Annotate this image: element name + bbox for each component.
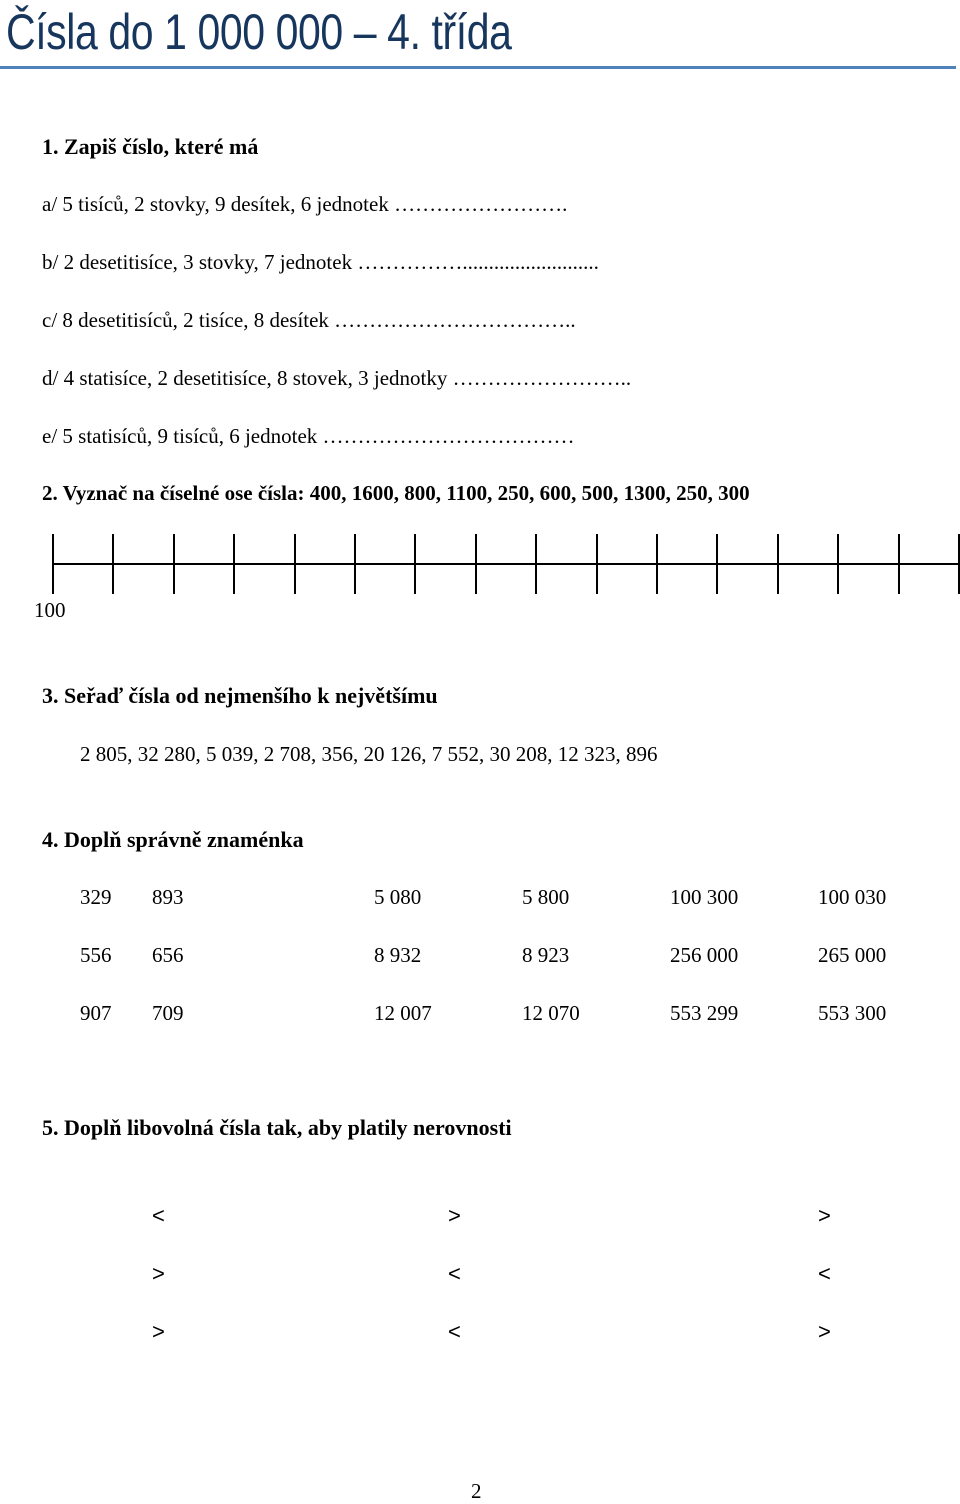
task5-inequality-sign: < <box>448 1261 461 1286</box>
task1-item-c: c/ 8 desetitisíců, 2 tisíce, 8 desítek …………………………….. <box>42 308 576 332</box>
number-line-axis <box>52 563 958 565</box>
task5-inequality-sign: > <box>818 1319 831 1344</box>
page-number: 2 <box>471 1479 482 1503</box>
number-line-tick <box>233 534 235 594</box>
number-line-tick <box>596 534 598 594</box>
task1-heading: 1. Zapiš číslo, které má <box>42 134 259 159</box>
task4-number: 12 070 <box>522 1001 580 1025</box>
number-line-tick <box>837 534 839 594</box>
task4-heading: 4. Doplň správně znaménka <box>42 827 304 852</box>
task5-inequality-sign: > <box>152 1319 165 1344</box>
task4-number: 5 800 <box>522 885 570 909</box>
task5-inequality-sign: < <box>818 1261 831 1286</box>
number-line-tick <box>475 534 477 594</box>
task5-inequality-sign: > <box>448 1203 461 1228</box>
number-line-start-label: 100 <box>34 598 66 622</box>
task3-heading: 3. Seřaď čísla od nejmenšího k největšímu <box>42 683 438 708</box>
number-line-tick <box>716 534 718 594</box>
task5-heading: 5. Doplň libovolná čísla tak, aby platily nerovnosti <box>42 1115 512 1140</box>
number-line-tick <box>898 534 900 594</box>
number-line-tick <box>173 534 175 594</box>
task4-number: 256 000 <box>670 943 739 967</box>
number-line-tick <box>112 534 114 594</box>
task4-number: 12 007 <box>374 1001 432 1025</box>
task5-inequality-sign: > <box>152 1261 165 1286</box>
task4-number: 8 923 <box>522 943 570 967</box>
number-line-tick <box>656 534 658 594</box>
task1-item-d: d/ 4 statisíce, 2 desetitisíce, 8 stovek, 3 jednotky …………………….. <box>42 366 632 390</box>
task4-number: 265 000 <box>818 943 887 967</box>
task2-heading: 2. Vyznač na číselné ose čísla: 400, 1600, 800, 1100, 250, 600, 500, 1300, 250, 300 <box>42 481 750 505</box>
task4-number: 553 300 <box>818 1001 887 1025</box>
task4-number: 329 <box>80 885 112 909</box>
task4-number: 907 <box>80 1001 112 1025</box>
task4-number: 100 030 <box>818 885 887 909</box>
task4-number: 5 080 <box>374 885 422 909</box>
task1-item-a: a/ 5 tisíců, 2 stovky, 9 desítek, 6 jednotek ……………………. <box>42 192 568 216</box>
page-title: Čísla do 1 000 000 – 4. třída <box>6 4 512 60</box>
task4-number: 656 <box>152 943 184 967</box>
number-line-tick <box>52 534 54 594</box>
number-line-tick <box>414 534 416 594</box>
task1-item-e: e/ 5 statisíců, 9 tisíců, 6 jednotek ……………………………… <box>42 424 575 448</box>
task3-numbers: 2 805, 32 280, 5 039, 2 708, 356, 20 126, 7 552, 30 208, 12 323, 896 <box>80 742 658 766</box>
task4-number: 709 <box>152 1001 184 1025</box>
title-underline <box>0 66 956 69</box>
task4-number: 553 299 <box>670 1001 739 1025</box>
task4-number: 8 932 <box>374 943 422 967</box>
task4-number: 893 <box>152 885 184 909</box>
number-line-tick <box>777 534 779 594</box>
task5-inequality-sign: < <box>448 1319 461 1344</box>
task1-item-b: b/ 2 desetitisíce, 3 stovky, 7 jednotek …………….......................... <box>42 250 599 274</box>
number-line-tick <box>354 534 356 594</box>
task5-inequality-sign: < <box>152 1203 165 1228</box>
task4-number: 100 300 <box>670 885 739 909</box>
task5-inequality-sign: > <box>818 1203 831 1228</box>
number-line-tick <box>294 534 296 594</box>
number-line-tick <box>535 534 537 594</box>
task4-number: 556 <box>80 943 112 967</box>
